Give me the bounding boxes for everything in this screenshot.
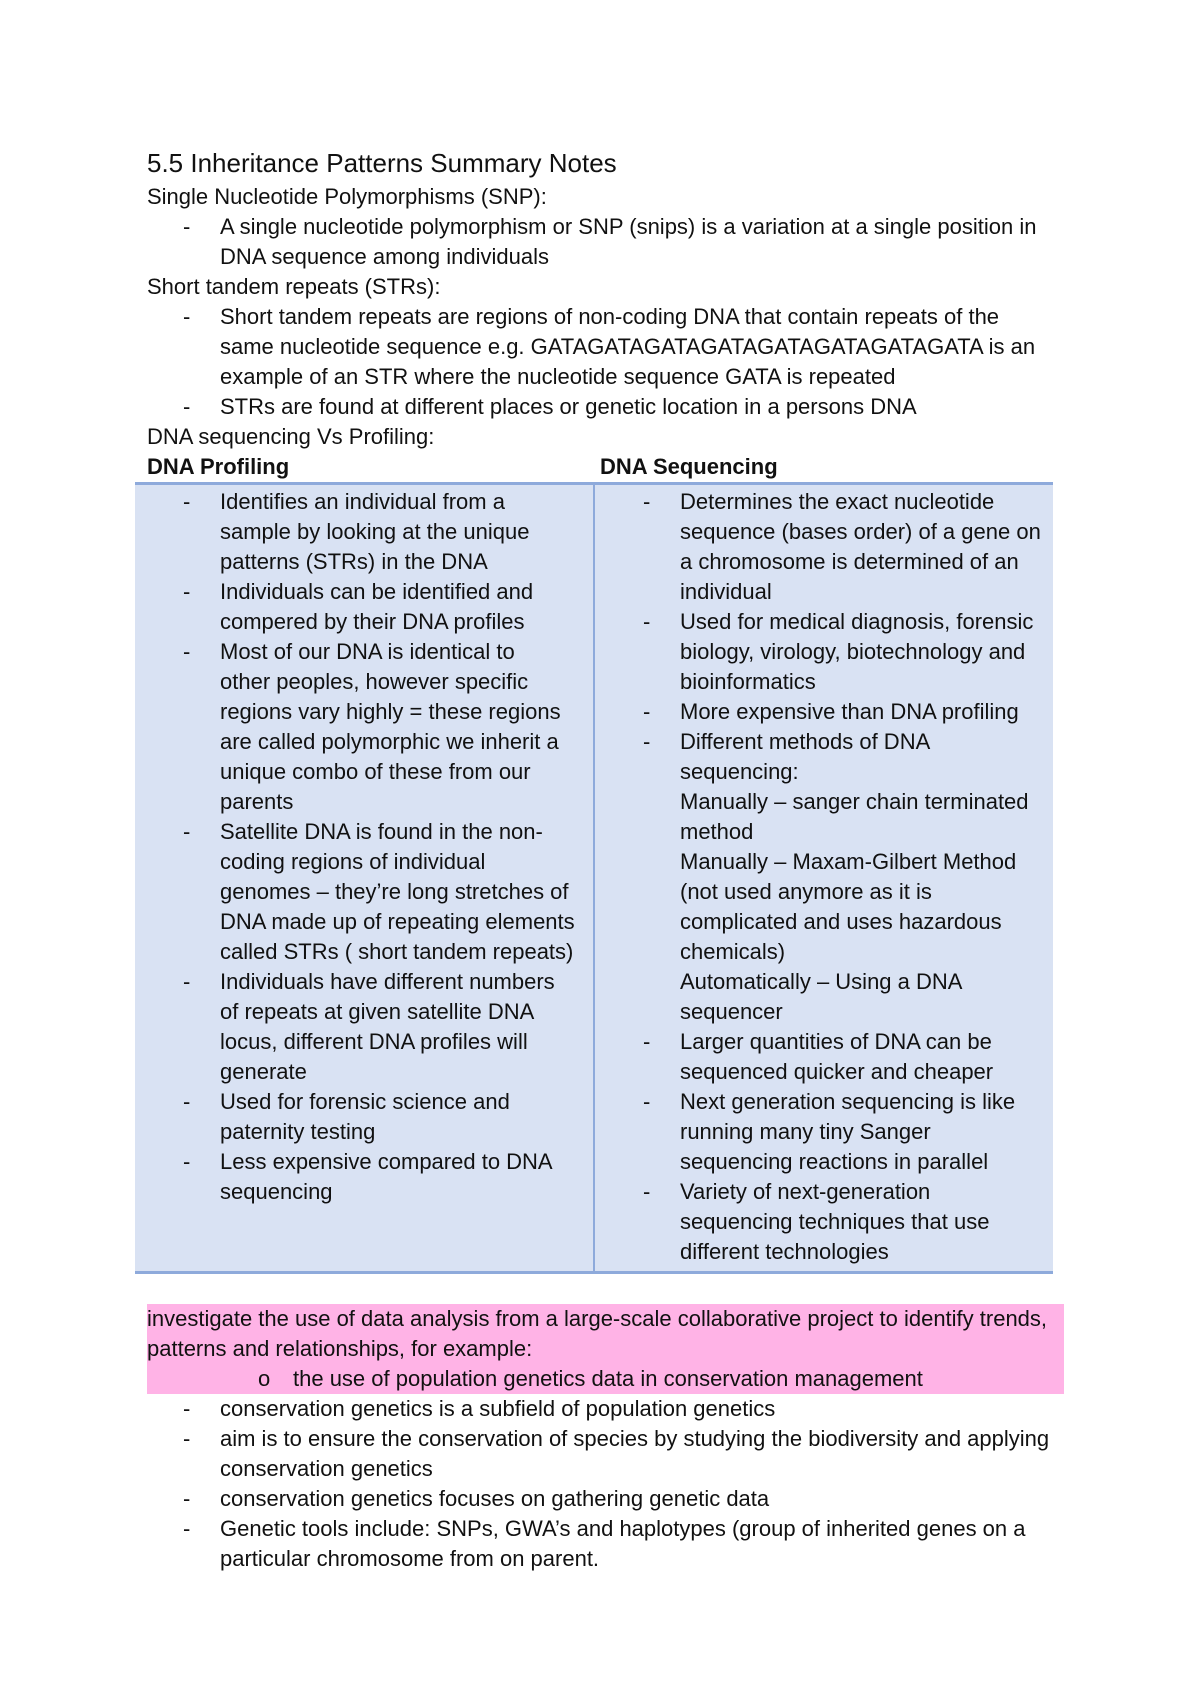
list-item — [147, 817, 593, 967]
list-item-line: sequencing: — [680, 759, 799, 784]
list-item — [607, 1027, 1051, 1087]
list-item-line: - Less expensive compared to DNA — [220, 1149, 553, 1174]
sequencing-cell — [593, 485, 1051, 1271]
investigate-line: investigate the use of data analysis from a large-scale collaborative project to identify trends, — [147, 1306, 1048, 1331]
list-item — [147, 577, 593, 637]
list-item-line: chemicals) — [680, 939, 786, 964]
list-item-line: parents — [220, 789, 294, 814]
list-item — [607, 727, 1051, 1027]
list-item-line: sequencing — [220, 1179, 333, 1204]
list-item-line: - Individuals have different numbers — [220, 969, 555, 994]
list-item — [147, 302, 1067, 392]
investigate-highlight — [147, 1304, 1064, 1394]
list-item-line: DNA sequence among individuals — [220, 244, 549, 269]
snp-list — [147, 212, 1067, 272]
list-item-line: - Next generation sequencing is like — [680, 1089, 1016, 1114]
list-item-line: sample by looking at the unique — [220, 519, 530, 544]
list-item — [607, 697, 1051, 727]
list-item-line: running many tiny Sanger — [680, 1119, 931, 1144]
comparison-heading: DNA sequencing Vs Profiling: — [147, 424, 435, 449]
sub-item-text: the use of population genetics data in conservation management — [293, 1366, 923, 1391]
comparison-table — [135, 452, 1053, 1274]
list-item-line: - aim is to ensure the conservation of species by studying the biodiversity and applying — [220, 1426, 1050, 1451]
list-item-line: conservation genetics — [220, 1456, 433, 1481]
list-item-line: bioinformatics — [680, 669, 816, 694]
list-item-line: - A single nucleotide polymorphism or SNP (snips) is a variation at a single position in — [220, 214, 1037, 239]
list-item-line: - More expensive than DNA profiling — [680, 699, 1019, 724]
list-item — [147, 1514, 1067, 1574]
list-item-line: - Most of our DNA is identical to — [220, 639, 515, 664]
list-item — [147, 1424, 1067, 1484]
conservation-list — [147, 1394, 1067, 1574]
list-item-line: regions vary highly = these regions — [220, 699, 561, 724]
list-item-line: - Larger quantities of DNA can be — [680, 1029, 992, 1054]
snp-heading: Single Nucleotide Polymorphisms (SNP): — [147, 184, 547, 209]
profiling-list — [147, 487, 593, 1207]
column-header-sequencing: DNA Sequencing — [600, 454, 778, 479]
circle-bullet-item — [147, 1364, 1064, 1394]
str-heading: Short tandem repeats (STRs): — [147, 274, 441, 299]
list-item-line: coding regions of individual — [220, 849, 486, 874]
table-body-row — [135, 482, 1053, 1274]
list-item — [147, 392, 1067, 422]
list-item-line: biology, virology, biotechnology and — [680, 639, 1026, 664]
list-item-line: - STRs are found at different places or genetic location in a persons DNA — [220, 394, 917, 419]
list-item-line: - Variety of next-generation — [680, 1179, 931, 1204]
list-item-line: Automatically – Using a DNA — [680, 969, 963, 994]
list-item-line: patterns (STRs) in the DNA — [220, 549, 488, 574]
list-item-line: - Genetic tools include: SNPs, GWA’s and haplotypes (group of inherited genes on a — [220, 1516, 1026, 1541]
list-item-line: particular chromosome from on parent. — [220, 1546, 600, 1571]
list-item-line: paternity testing — [220, 1119, 376, 1144]
list-item-line: called STRs ( short tandem repeats) — [220, 939, 574, 964]
list-item-line: Manually – sanger chain terminated — [680, 789, 1029, 814]
list-item — [147, 1484, 1067, 1514]
list-item-line: method — [680, 819, 754, 844]
list-item-line: sequence (bases order) of a gene on — [680, 519, 1041, 544]
page-title: 5.5 Inheritance Patterns Summary Notes — [147, 148, 617, 178]
list-item — [147, 1087, 593, 1147]
list-item-line: - Determines the exact nucleotide — [680, 489, 995, 514]
list-item-line: unique combo of these from our — [220, 759, 531, 784]
list-item-line: Manually – Maxam-Gilbert Method — [680, 849, 1017, 874]
list-item-line: a chromosome is determined of an — [680, 549, 1019, 574]
list-item-line: example of an STR where the nucleotide sequence GATA is repeated — [220, 364, 896, 389]
list-item — [147, 212, 1067, 272]
investigate-line: patterns and relationships, for example: — [147, 1336, 533, 1361]
list-item-line: of repeats at given satellite DNA — [220, 999, 535, 1024]
list-item — [147, 487, 593, 577]
list-item-line: (not used anymore as it is — [680, 879, 932, 904]
profiling-cell — [135, 485, 593, 1271]
list-item — [607, 607, 1051, 697]
list-item-line: generate — [220, 1059, 307, 1084]
list-item — [607, 1087, 1051, 1177]
list-item-line: complicated and uses hazardous — [680, 909, 1002, 934]
list-item-line: - Short tandem repeats are regions of non-coding DNA that contain repeats of the — [220, 304, 1000, 329]
list-item-line: - Different methods of DNA — [680, 729, 931, 754]
column-header-profiling: DNA Profiling — [147, 454, 290, 479]
list-item-line: individual — [680, 579, 772, 604]
list-item — [147, 637, 593, 817]
list-item — [147, 1147, 593, 1207]
str-list — [147, 302, 1067, 422]
list-item-line: same nucleotide sequence e.g. GATAGATAGATAGATAGATAGATAGATAGATA is an — [220, 334, 1036, 359]
list-item-line: sequencing techniques that use — [680, 1209, 990, 1234]
list-item-line: - Identifies an individual from a — [220, 489, 505, 514]
list-item-line: different technologies — [680, 1239, 889, 1264]
list-item-line: - Used for forensic science and — [220, 1089, 510, 1114]
list-item-line: - Individuals can be identified and — [220, 579, 534, 604]
document-page — [147, 146, 1067, 1574]
table-header-row — [135, 452, 1053, 482]
list-item-line: - conservation genetics is a subfield of population genetics — [220, 1396, 776, 1421]
list-item-line: other peoples, however specific — [220, 669, 529, 694]
list-item — [607, 1177, 1051, 1267]
list-item-line: - Satellite DNA is found in the non- — [220, 819, 543, 844]
list-item-line: sequenced quicker and cheaper — [680, 1059, 994, 1084]
list-item-line: DNA made up of repeating elements — [220, 909, 575, 934]
list-item-line: - Used for medical diagnosis, forensic — [680, 609, 1034, 634]
list-item — [147, 967, 593, 1087]
list-item-line: are called polymorphic we inherit a — [220, 729, 559, 754]
list-item-line: sequencing reactions in parallel — [680, 1149, 989, 1174]
list-item-line: - conservation genetics focuses on gathering genetic data — [220, 1486, 770, 1511]
circle-bullet-icon: o — [258, 1366, 271, 1391]
list-item — [147, 1394, 1067, 1424]
list-item-line: compered by their DNA profiles — [220, 609, 525, 634]
list-item — [607, 487, 1051, 607]
sequencing-list — [607, 487, 1051, 1267]
list-item-line: locus, different DNA profiles will — [220, 1029, 528, 1054]
list-item-line: sequencer — [680, 999, 783, 1024]
list-item-line: genomes – they’re long stretches of — [220, 879, 569, 904]
